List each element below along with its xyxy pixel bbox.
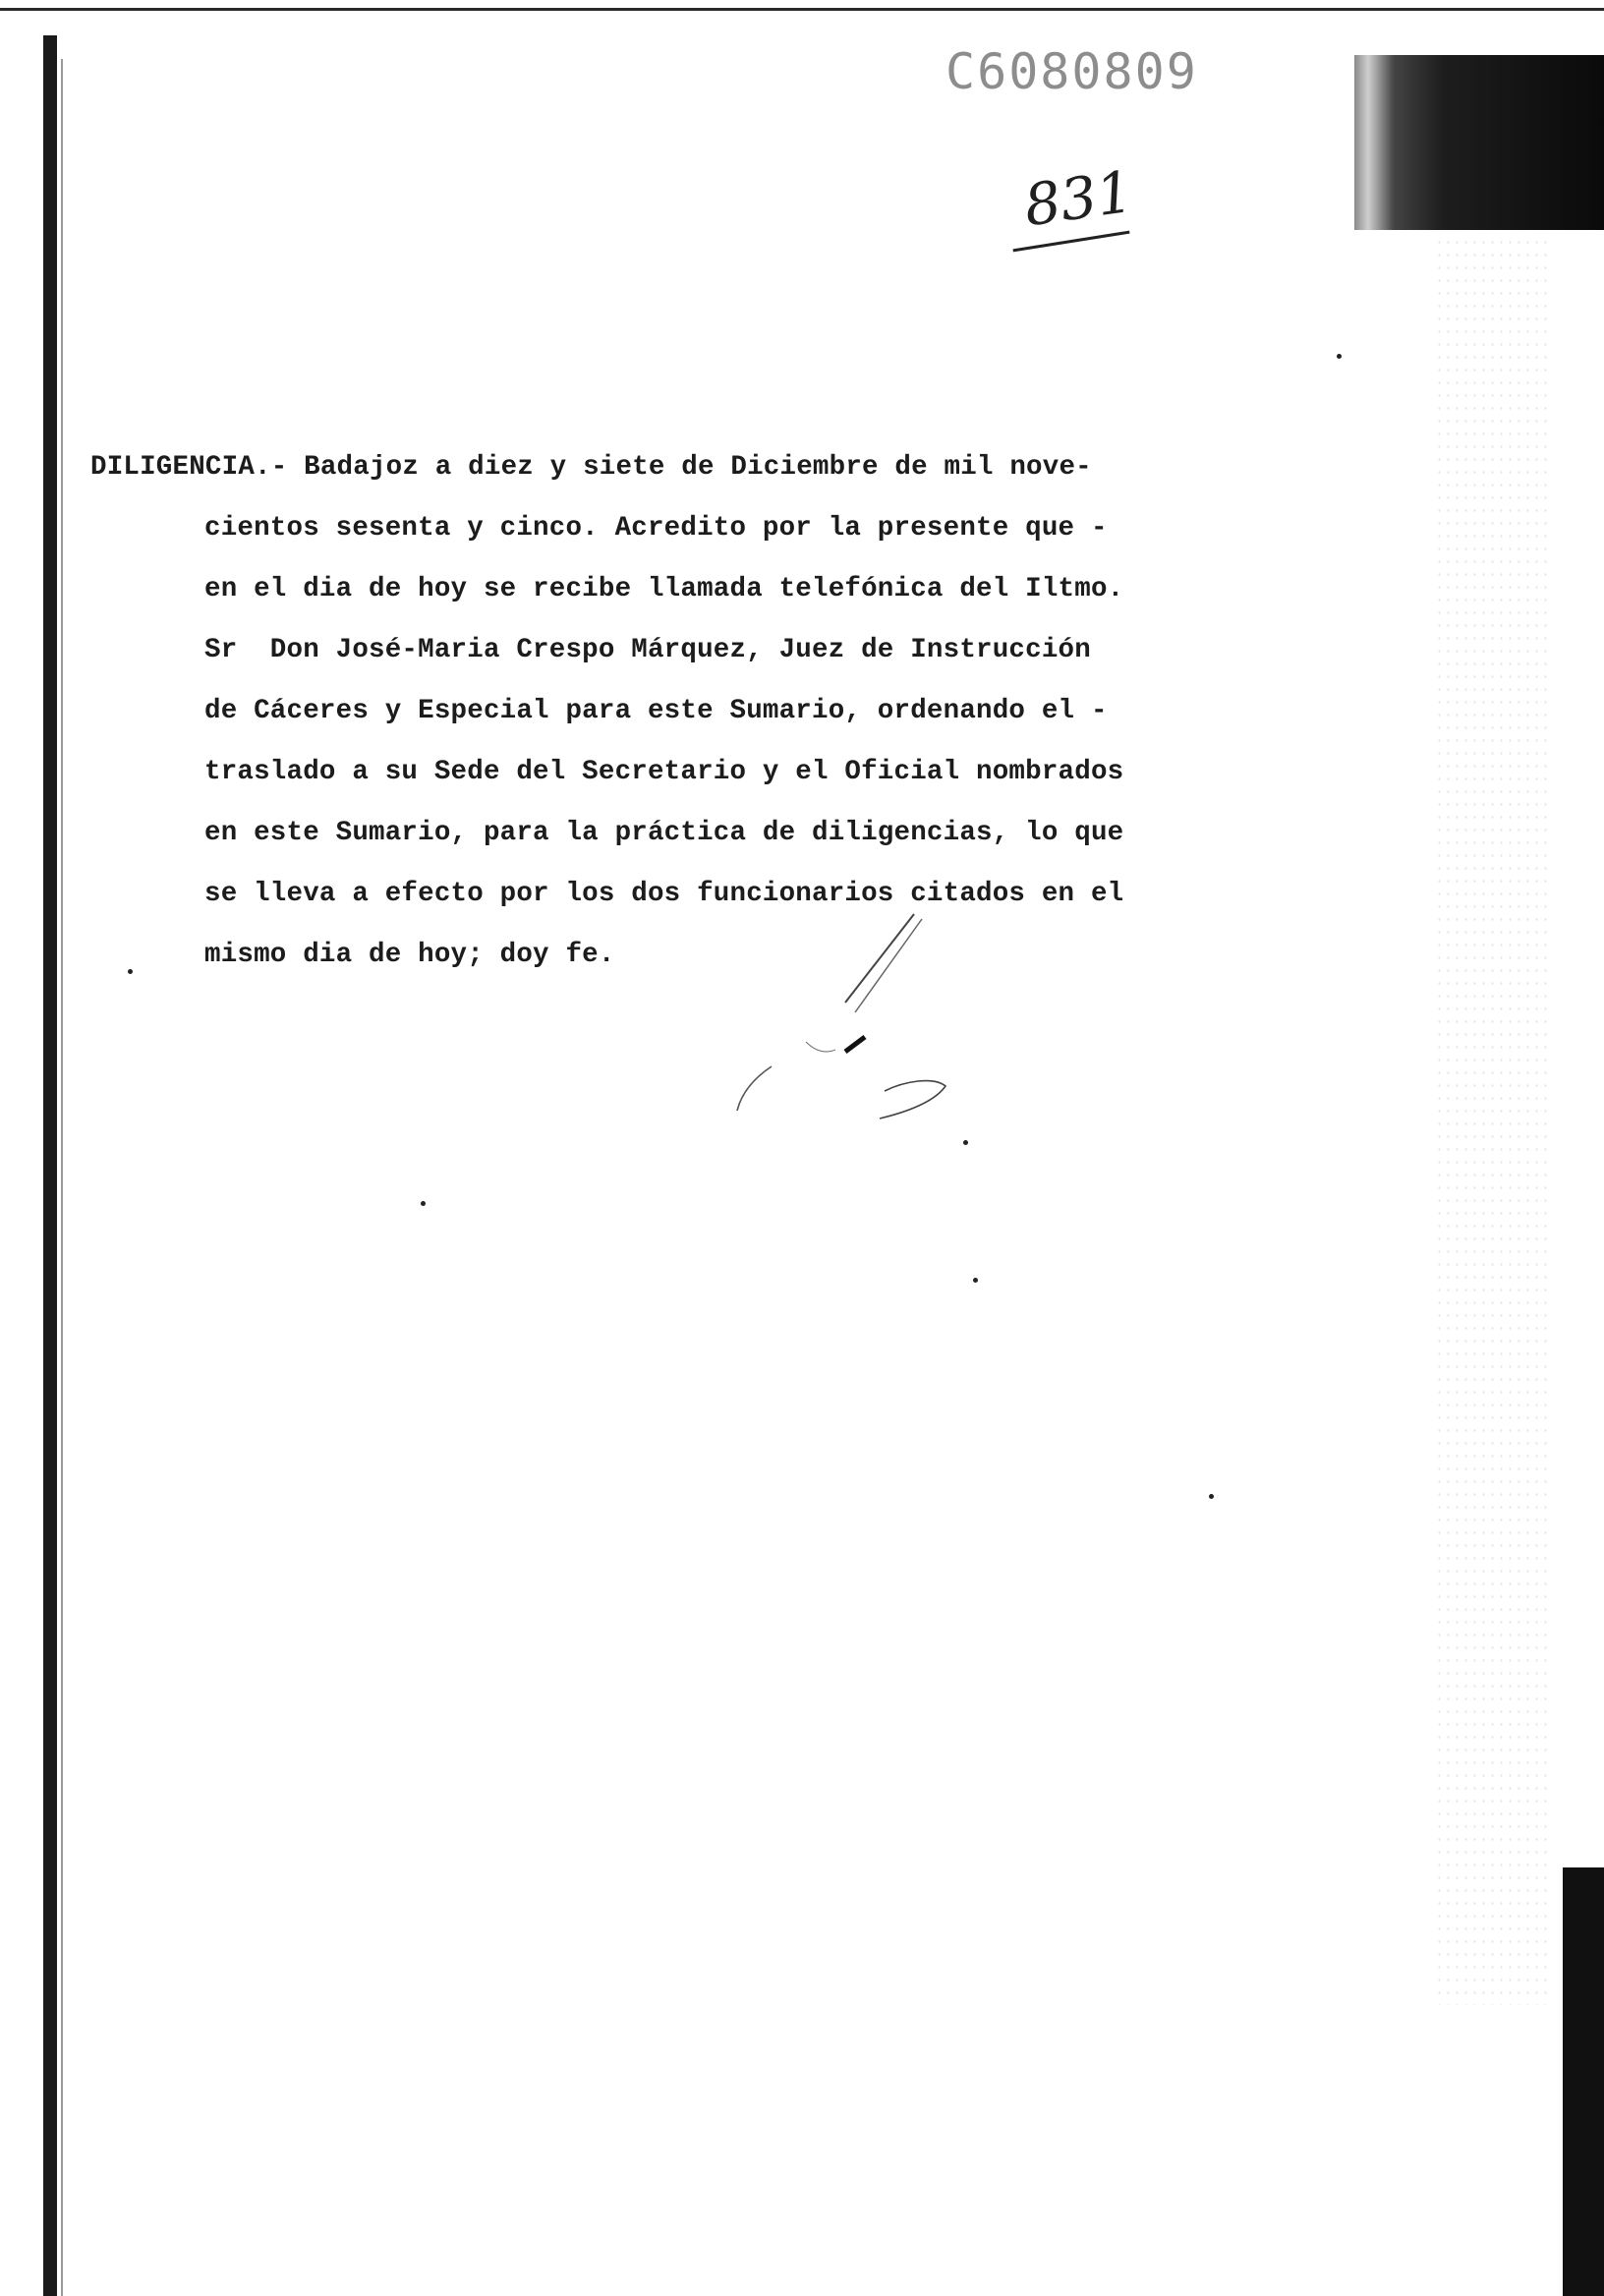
- handwritten-signature: [688, 885, 983, 1140]
- binding-edge-shadow: [61, 59, 63, 2296]
- scan-speck: [1209, 1494, 1214, 1499]
- scan-artifact-dark-edge: [1563, 1867, 1604, 2296]
- document-stamp-number: C6080809: [945, 43, 1198, 100]
- text-line: Sr Don José-Maria Crespo Márquez, Juez de Instrucción: [204, 635, 1091, 665]
- scan-speck: [963, 1140, 968, 1145]
- scan-speck: [128, 969, 133, 974]
- binding-edge: [43, 35, 57, 2296]
- top-edge: [0, 8, 1604, 11]
- text-line: DILIGENCIA.- Badajoz a diez y siete de Diciembre de mil nove-: [90, 452, 1092, 483]
- text-line: mismo dia de hoy; doy fe.: [204, 940, 615, 970]
- text-line: en el dia de hoy se recibe llamada telefónica del Iltmo.: [204, 574, 1124, 604]
- folio-number: 831: [1019, 157, 1137, 240]
- scan-noise: [1435, 236, 1553, 2005]
- text-line: de Cáceres y Especial para este Sumario, ordenando el -: [204, 696, 1108, 726]
- scan-speck: [1337, 354, 1342, 359]
- scan-speck: [973, 1278, 978, 1283]
- scan-artifact-dark-corner: [1354, 55, 1604, 230]
- text-line: cientos sesenta y cinco. Acredito por la presente que -: [204, 513, 1108, 544]
- scan-speck: [421, 1201, 426, 1206]
- text-line: en este Sumario, para la práctica de diligencias, lo que: [204, 818, 1124, 848]
- text-line: traslado a su Sede del Secretario y el Oficial nombrados: [204, 757, 1124, 787]
- text-line: se lleva a efecto por los dos funcionarios citados en el: [204, 879, 1124, 909]
